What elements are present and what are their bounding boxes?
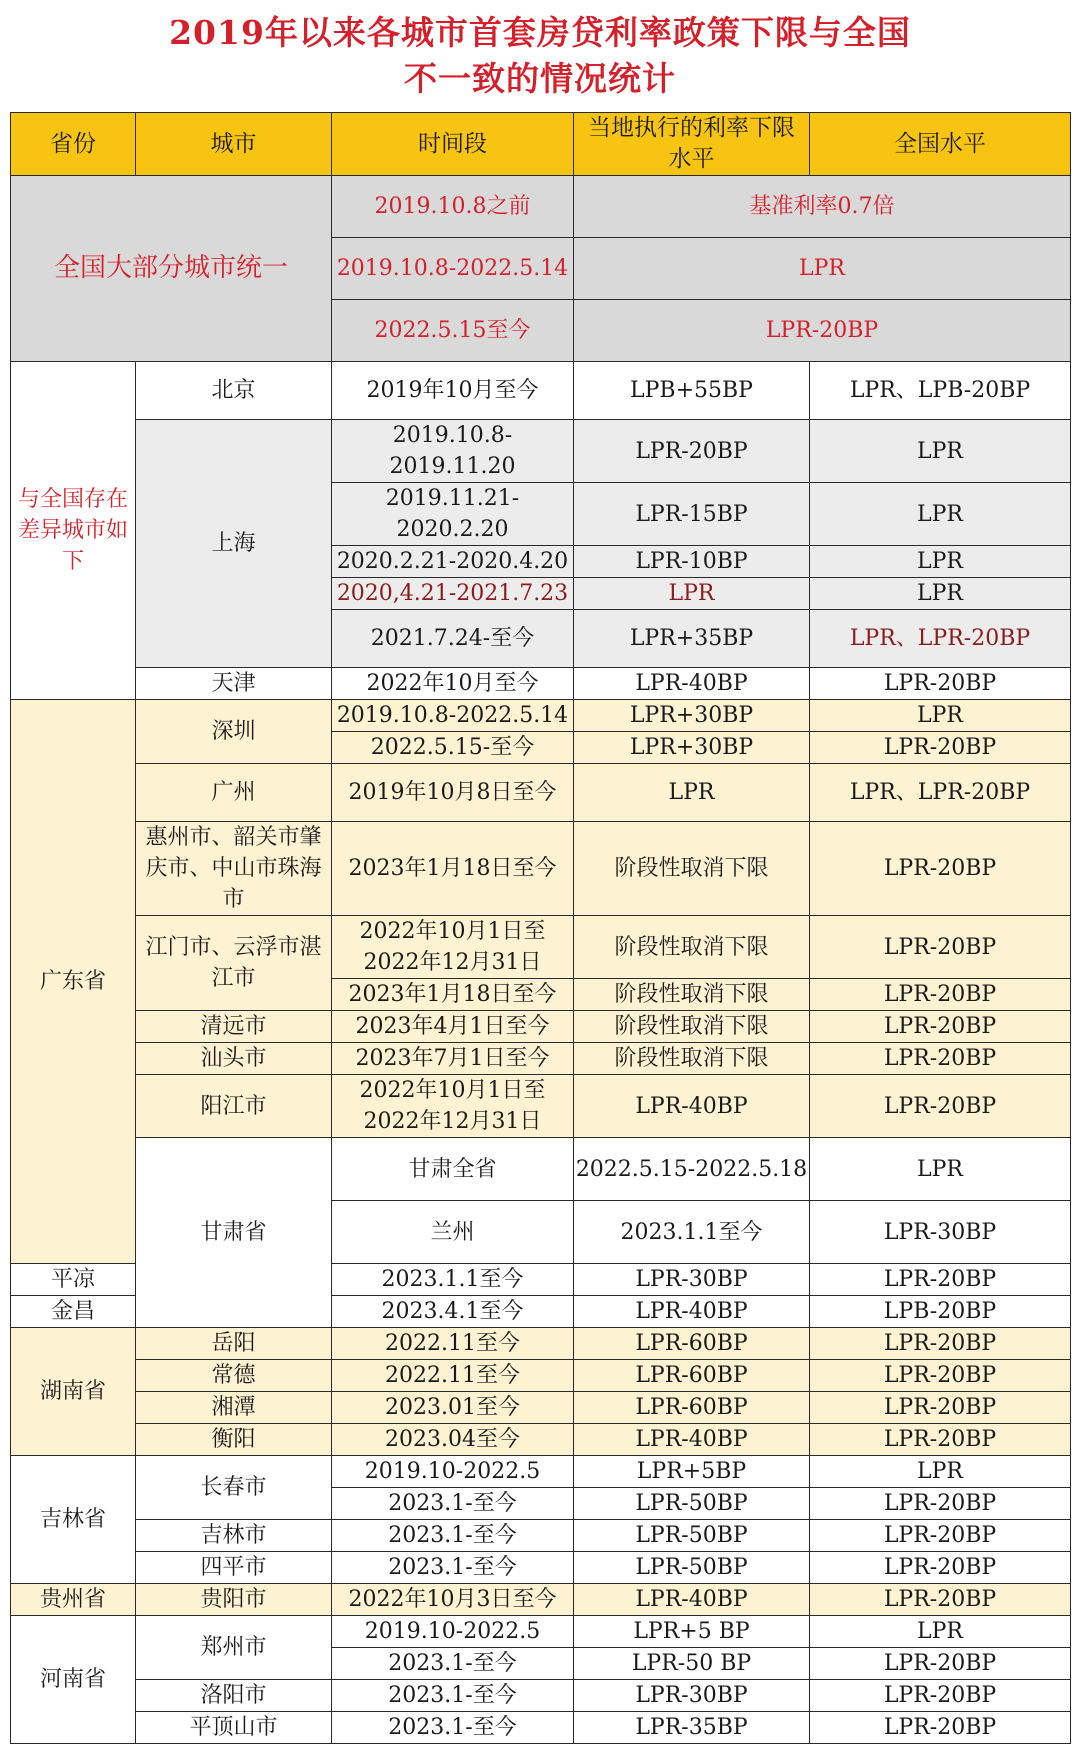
province-cell: 甘肃省 <box>136 1138 332 1328</box>
table-row <box>11 1138 1071 1201</box>
page-title <box>10 10 1070 110</box>
local-rate-cell: LPR+5BP <box>574 1456 810 1488</box>
period-cell: 2022.5.15-2022.5.18 <box>574 1138 810 1201</box>
period-cell: 2023.1-至今 <box>332 1552 574 1584</box>
local-rate-cell: LPR-50BP <box>574 1488 810 1520</box>
header-period: 时间段 <box>332 113 574 176</box>
period-cell: 2019.10.8-2022.5.14 <box>332 238 574 300</box>
city-cell: 长春市 <box>136 1456 332 1520</box>
period-cell: 2023.04至今 <box>332 1424 574 1456</box>
table-row <box>11 1584 1071 1616</box>
national-rate-cell: LPB-20BP <box>810 1296 1071 1328</box>
national-rate-cell: LPR-20BP <box>810 979 1071 1011</box>
header-province: 省份 <box>11 113 136 176</box>
city-cell: 天津 <box>136 668 332 700</box>
period-cell: 2023.1.1至今 <box>574 1201 810 1264</box>
period-cell: 2022年10月至今 <box>332 668 574 700</box>
local-rate-cell: 阶段性取消下限 <box>574 916 810 979</box>
local-rate-cell: LPR-15BP <box>574 483 810 546</box>
national-rate-cell: LPR <box>810 578 1071 610</box>
national-rate-cell: LPR-20BP <box>810 916 1071 979</box>
period-cell: 2023年7月1日至今 <box>332 1043 574 1075</box>
national-rate-cell: LPR、LPR-20BP <box>810 764 1071 822</box>
period-cell: 2023.4.1至今 <box>332 1296 574 1328</box>
table-row <box>11 1616 1071 1648</box>
city-cell: 四平市 <box>136 1552 332 1584</box>
header-local-rate: 当地执行的利率下限水平 <box>574 113 810 176</box>
local-rate-cell: LPR+5 BP <box>574 1616 810 1648</box>
rate-cell: LPR-20BP <box>574 300 1071 362</box>
period-cell: 2019.10-2022.5 <box>332 1456 574 1488</box>
local-rate-cell: LPR+30BP <box>574 732 810 764</box>
national-rate-cell: LPR-20BP <box>810 1043 1071 1075</box>
period-cell: 2019.10.8-2022.5.14 <box>332 700 574 732</box>
national-rate-cell: LPR-20BP <box>810 1328 1071 1360</box>
period-cell: 2019.10.8-2019.11.20 <box>332 420 574 483</box>
city-cell: 平顶山市 <box>136 1712 332 1744</box>
period-cell: 2023.1-至今 <box>332 1648 574 1680</box>
national-rate-cell: LPR <box>810 420 1071 483</box>
national-label: 全国大部分城市统一 <box>11 176 332 362</box>
national-rate-cell: LPR-20BP <box>810 1680 1071 1712</box>
period-cell: 2023.1.1至今 <box>332 1264 574 1296</box>
local-rate-cell: LPR-40BP <box>574 668 810 700</box>
period-cell: 2023.1-至今 <box>332 1680 574 1712</box>
period-cell: 2023.1-至今 <box>332 1712 574 1744</box>
national-rate-cell: LPR-20BP <box>810 1552 1071 1584</box>
period-cell: 2020.2.21-2020.4.20 <box>332 546 574 578</box>
local-rate-cell: LPR-30BP <box>574 1264 810 1296</box>
period-cell: 2019.10-2022.5 <box>332 1616 574 1648</box>
local-rate-cell: LPR <box>810 1138 1071 1201</box>
city-cell: 惠州市、韶关市肇庆市、中山市珠海市 <box>136 822 332 916</box>
table-row <box>11 420 1071 483</box>
local-rate-cell: LPR-50BP <box>574 1520 810 1552</box>
table-row <box>11 1392 1071 1424</box>
table-row <box>11 1552 1071 1584</box>
period-cell: 2019.10.8之前 <box>332 176 574 238</box>
national-rate-cell: LPR-20BP <box>810 1264 1071 1296</box>
period-cell: 2023年1月18日至今 <box>332 822 574 916</box>
local-rate-cell: LPR-40BP <box>574 1584 810 1616</box>
local-rate-cell: LPB+55BP <box>574 362 810 420</box>
local-rate-cell: LPR <box>574 578 810 610</box>
city-cell: 衡阳 <box>136 1424 332 1456</box>
title-line-1: 2019年以来各城市首套房贷利率政策下限与全国 <box>169 13 911 52</box>
national-rate-cell: LPR-20BP <box>810 668 1071 700</box>
city-cell: 广州 <box>136 764 332 822</box>
local-rate-cell: LPR <box>574 764 810 822</box>
province-cell: 湖南省 <box>11 1328 136 1456</box>
local-rate-cell: LPR-30BP <box>810 1201 1071 1264</box>
period-cell: 2019年10月至今 <box>332 362 574 420</box>
local-rate-cell: LPR-40BP <box>574 1075 810 1138</box>
national-rate-cell: LPR-20BP <box>810 1712 1071 1744</box>
local-rate-cell: LPR+35BP <box>574 610 810 668</box>
city-cell: 阳江市 <box>136 1075 332 1138</box>
province-cell: 吉林省 <box>11 1456 136 1584</box>
national-rate-cell: LPR-20BP <box>810 1584 1071 1616</box>
local-rate-cell: 阶段性取消下限 <box>574 979 810 1011</box>
header-national: 全国水平 <box>810 113 1071 176</box>
table-row <box>11 700 1071 732</box>
table-row <box>11 1075 1071 1138</box>
local-rate-cell: LPR-40BP <box>574 1424 810 1456</box>
period-cell: 2023年4月1日至今 <box>332 1011 574 1043</box>
national-rate-cell: LPR <box>810 546 1071 578</box>
table-row <box>11 362 1071 420</box>
title-line-2: 不一致的情况统计 <box>404 59 676 98</box>
city-cell: 汕头市 <box>136 1043 332 1075</box>
table-row <box>11 1011 1071 1043</box>
table-row <box>11 668 1071 700</box>
city-cell: 郑州市 <box>136 1616 332 1680</box>
national-rate-cell: LPR-20BP <box>810 1075 1071 1138</box>
national-rate-cell: LPR-20BP <box>810 732 1071 764</box>
city-cell: 江门市、云浮市湛江市 <box>136 916 332 1011</box>
table-row <box>11 764 1071 822</box>
local-rate-cell: 阶段性取消下限 <box>574 1043 810 1075</box>
local-rate-cell: LPR-50BP <box>574 1552 810 1584</box>
national-rate-cell: LPR <box>810 1456 1071 1488</box>
national-rate-cell: LPR <box>810 700 1071 732</box>
local-rate-cell: 阶段性取消下限 <box>574 1011 810 1043</box>
period-cell: 2022.11至今 <box>332 1328 574 1360</box>
local-rate-cell: 阶段性取消下限 <box>574 822 810 916</box>
province-cell: 广东省 <box>11 700 136 1264</box>
province-cell: 河南省 <box>11 1616 136 1744</box>
period-cell: 2023年1月18日至今 <box>332 979 574 1011</box>
local-rate-cell: LPR-35BP <box>574 1712 810 1744</box>
period-cell: 2022年10月3日至今 <box>332 1584 574 1616</box>
city-cell: 上海 <box>136 420 332 668</box>
table-row <box>11 916 1071 979</box>
table-row <box>11 1712 1071 1744</box>
table-row <box>11 1680 1071 1712</box>
period-cell: 2022.5.15至今 <box>332 300 574 362</box>
period-cell: 2020,4.21-2021.7.23 <box>332 578 574 610</box>
city-cell: 金昌 <box>11 1296 136 1328</box>
city-cell: 平凉 <box>11 1264 136 1296</box>
province-cell: 贵州省 <box>11 1584 136 1616</box>
local-rate-cell: LPR-50 BP <box>574 1648 810 1680</box>
table-row <box>11 1360 1071 1392</box>
national-rate-cell: LPR-20BP <box>810 1488 1071 1520</box>
city-cell: 洛阳市 <box>136 1680 332 1712</box>
local-rate-cell: LPR-60BP <box>574 1360 810 1392</box>
national-rate-cell: LPR-20BP <box>810 1011 1071 1043</box>
period-cell: 2022.11至今 <box>332 1360 574 1392</box>
period-cell: 2023.01至今 <box>332 1392 574 1424</box>
national-rate-cell: LPR、LPB-20BP <box>810 362 1071 420</box>
city-cell: 岳阳 <box>136 1328 332 1360</box>
local-rate-cell: LPR+30BP <box>574 700 810 732</box>
period-cell: 2022.5.15-至今 <box>332 732 574 764</box>
table-row <box>11 822 1071 916</box>
table-row <box>11 1424 1071 1456</box>
rate-table <box>10 112 1071 1744</box>
header-city: 城市 <box>136 113 332 176</box>
period-cell: 2019.11.21-2020.2.20 <box>332 483 574 546</box>
national-rate-cell: LPR-20BP <box>810 1648 1071 1680</box>
local-rate-cell: LPR-40BP <box>574 1296 810 1328</box>
period-cell: 2022年10月1日至2022年12月31日 <box>332 916 574 979</box>
table-row <box>11 1328 1071 1360</box>
period-cell: 2019年10月8日至今 <box>332 764 574 822</box>
local-rate-cell: LPR-10BP <box>574 546 810 578</box>
city-cell: 深圳 <box>136 700 332 764</box>
city-cell: 清远市 <box>136 1011 332 1043</box>
city-cell: 兰州 <box>332 1201 574 1264</box>
city-cell: 湘潭 <box>136 1392 332 1424</box>
local-rate-cell: LPR-60BP <box>574 1392 810 1424</box>
city-cell: 北京 <box>136 362 332 420</box>
city-cell: 常德 <box>136 1360 332 1392</box>
table-row <box>11 1043 1071 1075</box>
period-cell: 2023.1-至今 <box>332 1520 574 1552</box>
rate-cell: 基准利率0.7倍 <box>574 176 1071 238</box>
diff-group-label: 与全国存在差异城市如下 <box>11 362 136 700</box>
period-cell: 2022年10月1日至2022年12月31日 <box>332 1075 574 1138</box>
table-row <box>11 1520 1071 1552</box>
local-rate-cell: LPR-30BP <box>574 1680 810 1712</box>
national-rate-cell: LPR-20BP <box>810 822 1071 916</box>
header-row <box>11 113 1071 176</box>
city-cell: 吉林市 <box>136 1520 332 1552</box>
local-rate-cell: LPR-60BP <box>574 1328 810 1360</box>
city-cell: 贵阳市 <box>136 1584 332 1616</box>
national-rate-cell: LPR、LPR-20BP <box>810 610 1071 668</box>
local-rate-cell: LPR-20BP <box>574 420 810 483</box>
period-cell: 2023.1-至今 <box>332 1488 574 1520</box>
national-rate-cell: LPR-20BP <box>810 1520 1071 1552</box>
table-row <box>11 176 1071 238</box>
table-row <box>11 1456 1071 1488</box>
city-cell: 甘肃全省 <box>332 1138 574 1201</box>
national-rate-cell: LPR <box>810 483 1071 546</box>
rate-cell: LPR <box>574 238 1071 300</box>
national-rate-cell: LPR-20BP <box>810 1392 1071 1424</box>
national-rate-cell: LPR-20BP <box>810 1360 1071 1392</box>
period-cell: 2021.7.24-至今 <box>332 610 574 668</box>
national-rate-cell: LPR <box>810 1616 1071 1648</box>
national-rate-cell: LPR-20BP <box>810 1424 1071 1456</box>
